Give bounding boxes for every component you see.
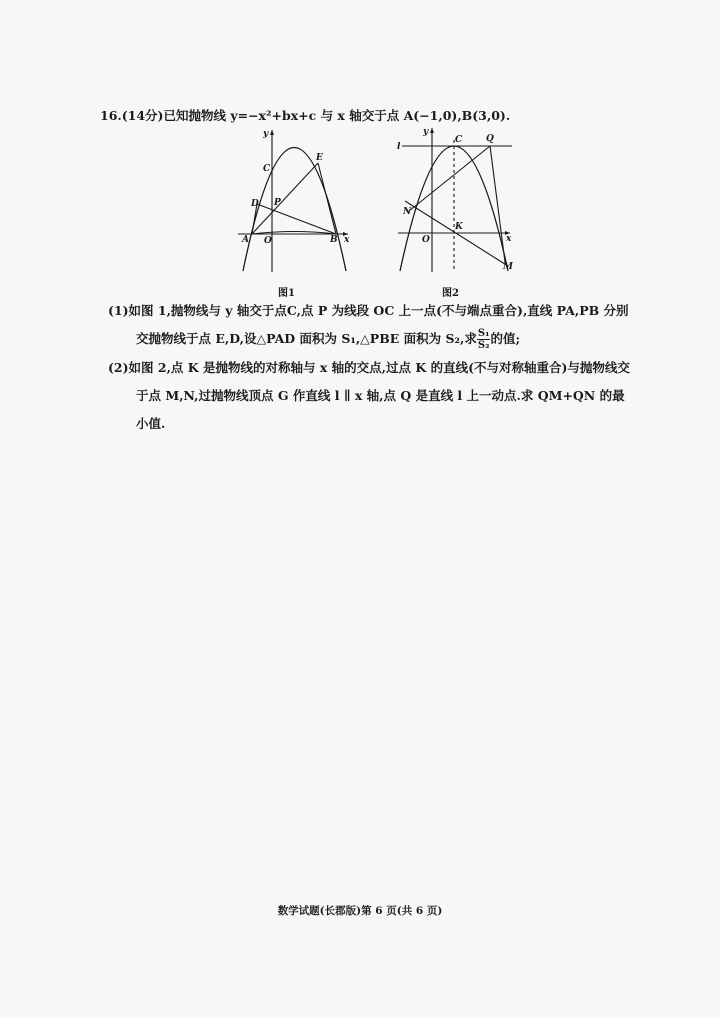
figure-2 xyxy=(398,128,512,272)
fig1-line-EB xyxy=(318,163,336,234)
fig1-parabola xyxy=(243,148,346,272)
fig1-label-P: P xyxy=(274,198,281,208)
fig1-y-arrow xyxy=(270,130,274,135)
fraction-denominator: S₂ xyxy=(477,340,490,351)
fraction-numerator: S₁ xyxy=(477,328,490,339)
fig1-label-y: y xyxy=(263,129,269,139)
fig2-label-y: y xyxy=(423,127,429,137)
figure-1-caption: 图1 xyxy=(278,288,295,299)
page-footer: 数学试题(长郡版)第 6 页(共 6 页) xyxy=(277,905,443,917)
question-number: 16. xyxy=(100,108,122,123)
fig2-label-Q: Q xyxy=(486,134,494,144)
fig2-label-K: K xyxy=(455,222,463,232)
part1-line2-pre: 交抛物线于点 E,D,设△PAD 面积为 S₁,△PBE 面积为 S₂,求 xyxy=(136,331,477,346)
fig1-line-DB xyxy=(257,204,336,234)
part1-line2-post: 的值; xyxy=(490,331,521,346)
part-1 xyxy=(108,297,638,353)
part2-line1: (2)如图 2,点 K 是抛物线的对称轴与 x 轴的交点,过点 K 的直线(不与对称轴重合)与抛物线交 xyxy=(108,360,630,375)
fig2-line-QM xyxy=(490,146,505,262)
fig2-label-N: N xyxy=(403,207,412,217)
figures xyxy=(0,0,720,300)
question-points: (14分) xyxy=(121,108,164,123)
fig2-label-M: M xyxy=(503,262,513,272)
fig1-label-B: B xyxy=(330,235,338,245)
fig2-line-QN xyxy=(409,146,490,211)
fig1-label-D: D xyxy=(251,199,259,209)
fig2-label-O: O xyxy=(422,235,430,245)
fig1-label-A: A xyxy=(242,235,249,245)
part-2 xyxy=(108,354,638,438)
ratio-fraction xyxy=(477,328,491,351)
part1-line1: (1)如图 1,抛物线与 y 轴交于点C,点 P 为线段 OC 上一点(不与端点重合),直线 PA,PB 分别 xyxy=(108,303,629,318)
fig1-label-x: x xyxy=(344,235,350,245)
part1-line2 xyxy=(108,325,638,353)
part2-line2: 于点 M,N,过抛物线顶点 G 作直线 l ∥ x 轴,点 Q 是直线 l 上一动点.求 QM+QN 的最 xyxy=(136,388,625,403)
fig1-label-E: E xyxy=(316,153,323,163)
fig2-label-x: x xyxy=(506,234,512,244)
part2-line3: 小值. xyxy=(136,416,166,431)
fig2-label-l: l xyxy=(397,142,401,152)
fig2-label-C: C xyxy=(455,135,463,145)
fig1-label-O: O xyxy=(264,236,272,246)
figure-2-caption: 图2 xyxy=(442,288,459,299)
fig1-label-C: C xyxy=(263,164,271,174)
fig2-y-arrow xyxy=(430,128,434,133)
question-text: 已知抛物线 y=−x²+bx+c 与 x 轴交于点 A(−1,0),B(3,0). xyxy=(163,108,511,123)
